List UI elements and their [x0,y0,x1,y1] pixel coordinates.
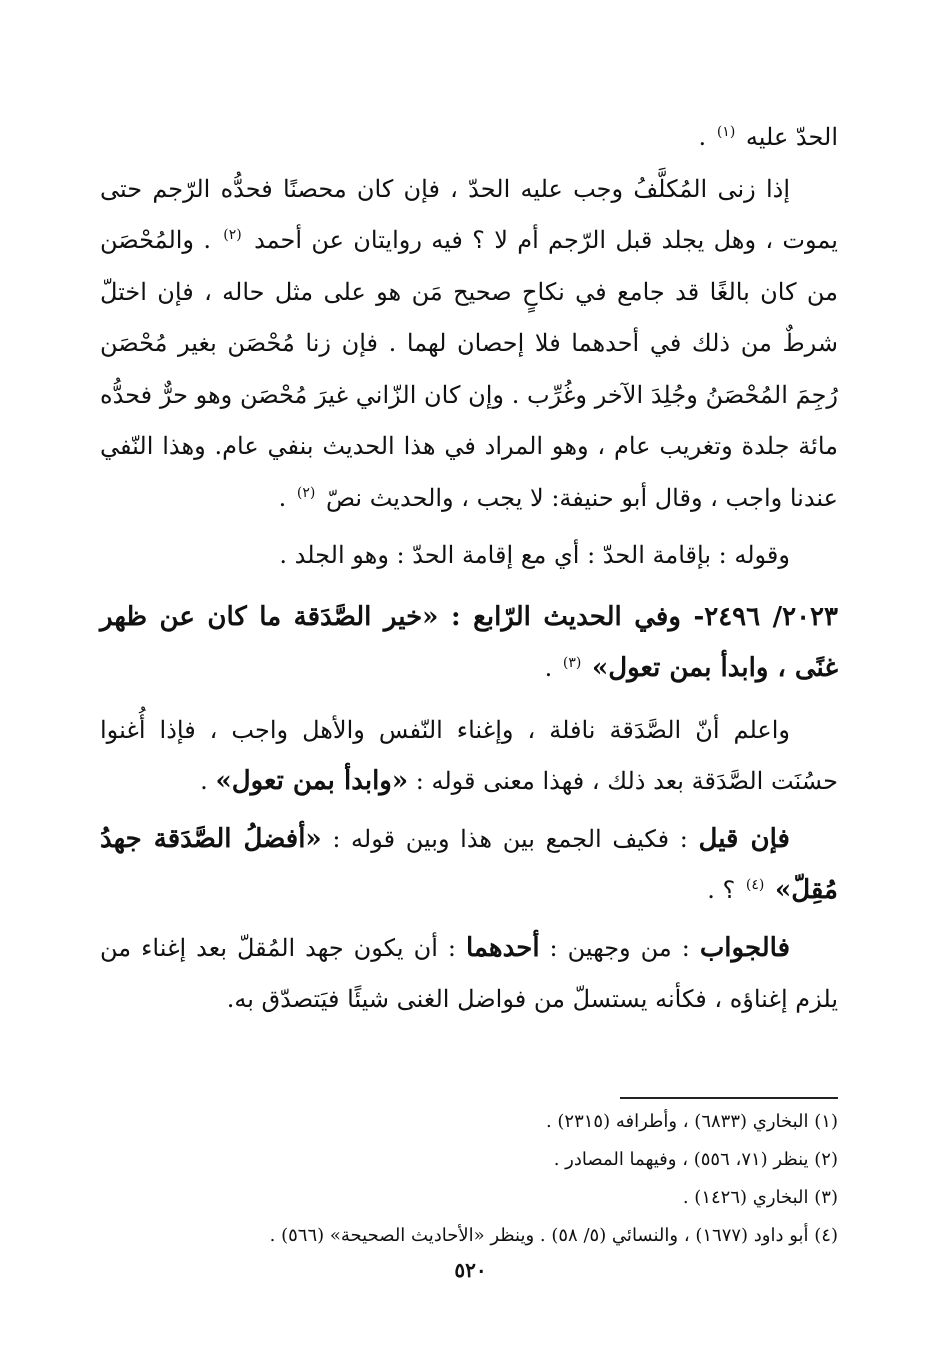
footnote-2: (٢) ينظر (٧١، ٥٥٦) ، وفيهما المصادر . [553,1149,838,1170]
paragraph-1-end: . [698,123,707,151]
paragraph-7-text-b: : أن يكون جهد المُقلّ بعد إغناء من يلزم إغناؤه ، فكأنه يستسلّ من فواضل الغنى شيئًا فيَتصدّق به. [100,933,838,1013]
paragraph-7-lead: فالجواب [699,932,790,963]
footnote-ref-4: (٤) [745,877,765,893]
paragraph-6 [100,814,838,917]
paragraph-2-end: . [278,483,287,512]
footnote-ref-2: (٢) [223,227,242,243]
footnote-ref-3: (٣) [562,655,582,671]
paragraph-4-hadith [100,592,838,695]
paragraph-7 [100,923,838,1026]
footnote-3: (٣) البخاري (١٤٢٦) . [682,1187,838,1208]
paragraph-6-end: ؟ . [707,876,736,904]
paragraph-3 [100,530,838,582]
paragraph-2-cont: . والمُحْصَن من كان بالغًا قد جامع في نكاحٍ صحيح مَن هو على مثل حاله ، فإن اختلّ شرطٌ من ذلك في أحدهما فلا إحصان لهما . فإن زنا مُحْصَن بغير مُحْصَن رُجِمَ المُحْصَنُ وجُلِدَ الآخر وغُرِّب . وإن كان الزّاني غيرَ مُحْصَن وهو حرٌّ فحدُّه مائة جلدة وتغريب عام ، وهو المراد في هذا الحديث بنفي عام. وهذا النّفي عندنا واجب ، وقال أبو حنيفة: لا يجب ، والحديث نصّ [100,226,839,512]
paragraph-5-text: واعلم أنّ الصَّدَقة نافلة ، وإغناء النّفس والأهل واجب ، فإذا أُغنوا حسُنَت الصَّدَقة بعد ذلك ، فهذا معنى قوله : [100,715,838,795]
paragraph-5-end: . [200,767,208,795]
paragraph-7-mid: أحدهما [465,932,540,963]
paragraph-2 [100,164,838,525]
paragraph-6-quote: «أفضلُ الصَّدَقة جهدُ مُقِلّ» [100,823,838,905]
footnote-ref-1: (١) [716,124,736,140]
footnote-ref-2b: (٢) [296,484,316,501]
paragraph-6-lead: فإن قيل [698,823,790,854]
paragraph-2-text: إذا زنى المُكلَّفُ وجب عليه الحدّ ، فإن كان محصنًا فحدُّه الرّجم حتى يموت ، وهل يجلد قبل الرّجم أم لا ؟ فيه روايتان عن أحمد [100,174,838,254]
paragraph-3-text: وقوله : بإقامة الحدّ : أي مع إقامة الحدّ : وهو الجلد . [279,541,790,569]
paragraph-4-end: . [544,654,553,682]
footnote-divider [620,1097,838,1099]
paragraph-7-text-a: : من وجهين : [539,933,690,962]
footnote-1: (١) البخاري (٦٨٣٣) ، وأطرافه (٢٣١٥) . [545,1111,838,1132]
paragraph-1-text: الحدّ عليه [745,123,838,151]
footnote-4: (٤) أبو داود (١٦٧٧) ، والنسائي (٥/ ٥٨) . وينظر «الأحاديث الصحيحة» (٥٦٦) . [269,1225,838,1246]
paragraph-5-quote: «وابدأ بمن تعول» [215,766,409,796]
page-number: ٥٢٠ [454,1258,487,1282]
hadith-heading: ٢٠٢٣/ ٢٤٩٦- وفي الحديث الرّابع : «خير الصَّدَقة ما كان عن ظهر غنًى ، وابدأ بمن تعول» [100,601,838,683]
paragraph-5 [100,705,838,808]
paragraph-1 [100,112,838,164]
main-text [100,112,838,1026]
paragraph-6-text: : فكيف الجمع بين هذا وبين قوله : [321,824,688,853]
footnotes [100,1103,838,1255]
